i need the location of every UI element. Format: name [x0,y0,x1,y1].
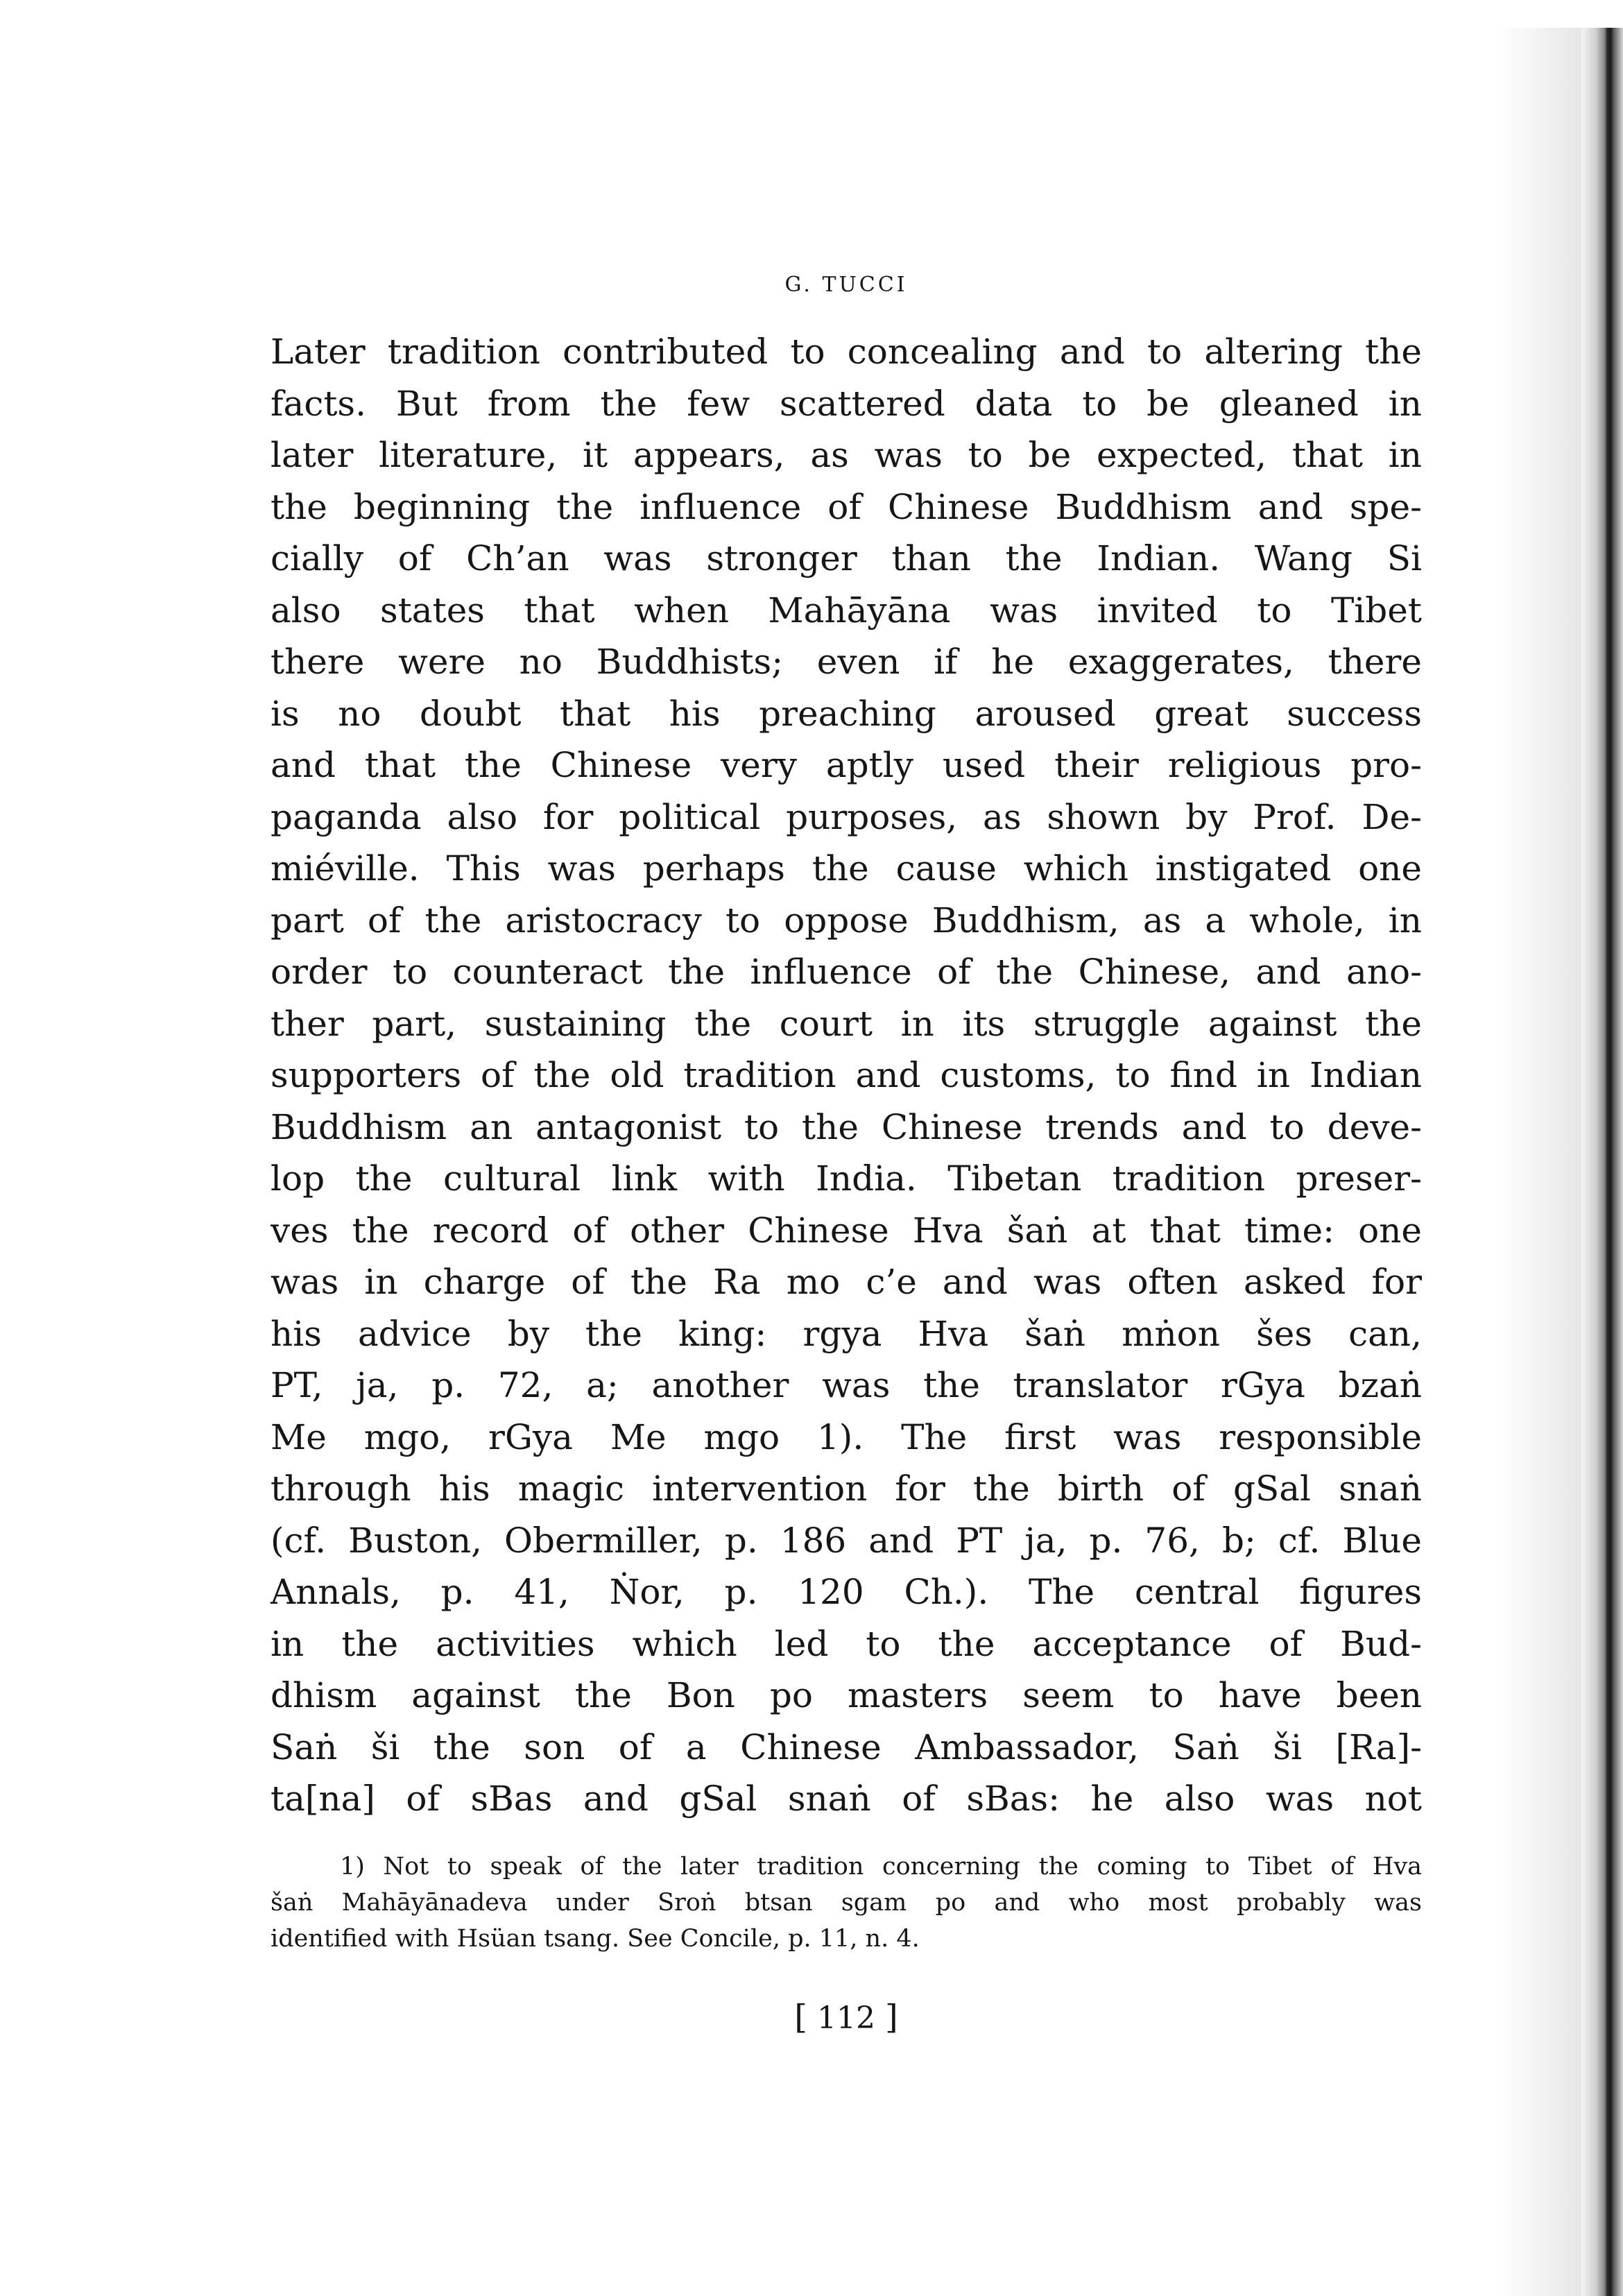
text-line: his advice by the king: rgya Hva šaṅ mṅon šes can, [270,1313,1422,1354]
text-line: facts. But from the few scattered data to be gleaned in [270,383,1422,424]
running-head: G. TUCCI [784,273,908,297]
text-line: the beginning the influence of Chinese Buddhism and spe- [270,486,1422,527]
text-line: dhism against the Bon po masters seem to have been [270,1675,1422,1715]
text-line: was in charge of the Ra mo c’e and was often asked for [270,1262,1422,1302]
page-number: [ 112 ] [794,1998,898,2037]
text-line: is no doubt that his preaching aroused great success [270,693,1422,734]
text-line: through his magic intervention for the birth of gSal snaṅ [270,1468,1422,1509]
text-line: Buddhism an antagonist to the Chinese trends and to deve- [270,1106,1422,1147]
footnote-block [270,1849,1422,1957]
text-line: part of the aristocracy to oppose Buddhism, as a whole, in [270,900,1422,941]
text-line: lop the cultural link with India. Tibetan tradition preser- [270,1158,1422,1199]
text-line: cially of Ch’an was stronger than the Indian. Wang Si [270,538,1422,579]
text-line: (cf. Buston, Obermiller, p. 186 and PT ja, p. 76, b; cf. Blue [270,1520,1422,1561]
text-line: there were no Buddhists; even if he exaggerates, there [270,642,1422,682]
footnote-line: šaṅ Mahāyānadeva under Sroṅ btsan sgam po and who most probably was [270,1889,1422,1917]
footnote-line: 1) Not to speak of the later tradition concerning the coming to Tibet of Hva [340,1853,1422,1881]
text-line: supporters of the old tradition and customs, to find in Indian [270,1055,1422,1095]
main-text-block [270,326,1422,1825]
text-line: Later tradition contributed to concealing and to altering the [270,332,1422,372]
text-line: PT, ja, p. 72, a; another was the translator rGya bzaṅ [270,1365,1422,1405]
text-line: Annals, p. 41, Ṅor, p. 120 Ch.). The central figures [270,1572,1422,1612]
text-line: also states that when Mahāyāna was invited to Tibet [270,590,1422,631]
footnote-line: identified with Hsüan tsang. See Concile, p. 11, n. 4. [270,1925,920,1953]
text-line: ves the record of other Chinese Hva šaṅ at that time: one [270,1210,1422,1251]
text-line: order to counteract the influence of the Chinese, and ano- [270,952,1422,992]
text-line: ther part, sustaining the court in its struggle against the [270,1003,1422,1044]
book-spine-edge [1581,28,1623,2296]
text-line: Me mgo, rGya Me mgo 1). The first was responsible [270,1416,1422,1457]
text-line: ta[na] of sBas and gSal snaṅ of sBas: he also was not [270,1779,1422,1819]
text-line: in the activities which led to the acceptance of Bud- [270,1623,1422,1664]
text-line: paganda also for political purposes, as shown by Prof. De- [270,796,1422,837]
text-line: and that the Chinese very aptly used their religious pro- [270,745,1422,785]
text-line: Saṅ ši the son of a Chinese Ambassador, Saṅ ši [Ra]- [270,1727,1422,1767]
page-gutter-shadow [1498,28,1581,2296]
page-number-value: 112 [817,2001,875,2036]
text-line: later literature, it appears, as was to be expected, that in [270,435,1422,475]
text-line: miéville. This was perhaps the cause which instigated one [270,848,1422,889]
